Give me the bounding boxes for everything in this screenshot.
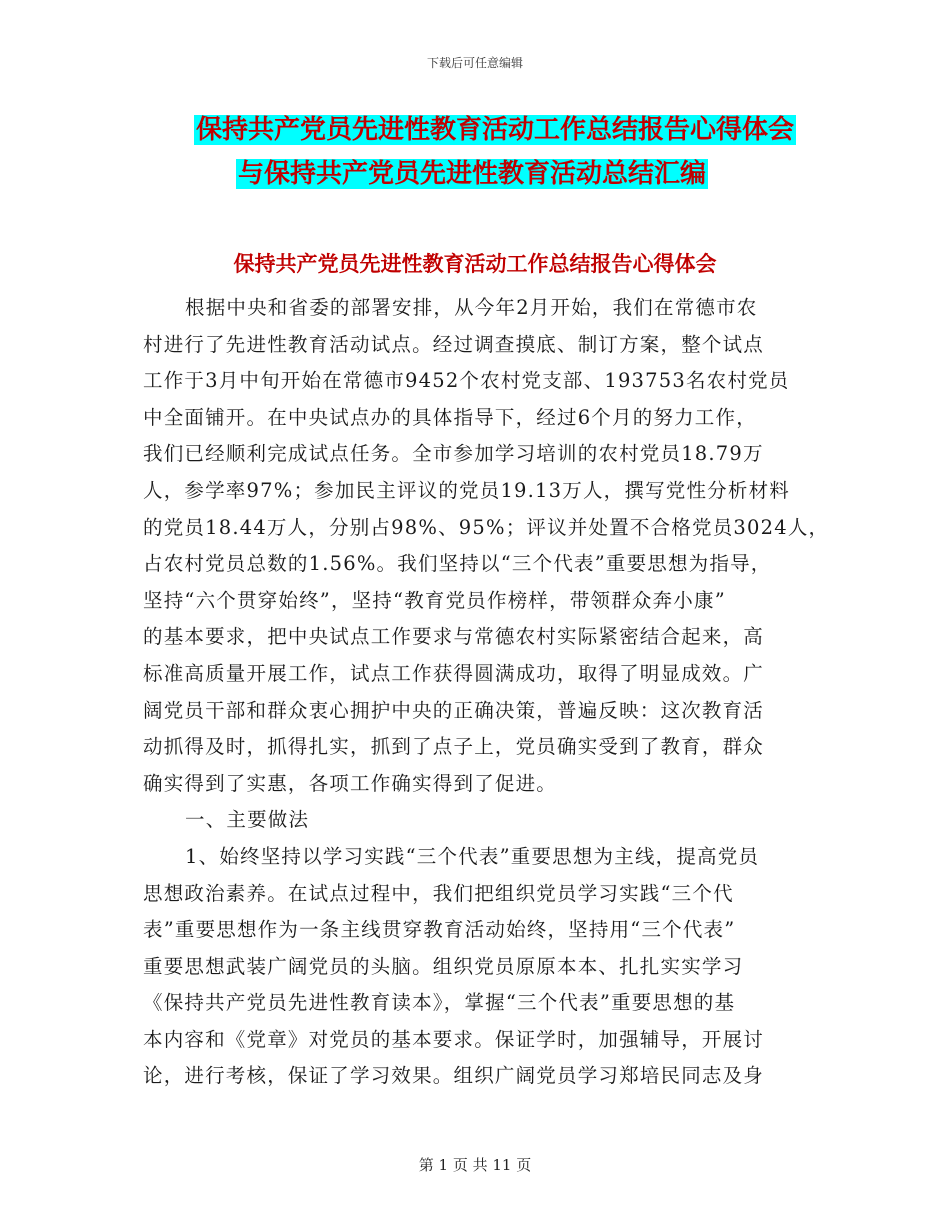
paragraph-line: 我们已经顺利完成试点任务。全市参加学习培训的农村党员18.79万 — [143, 442, 764, 466]
document-title-line-1 — [194, 112, 796, 148]
section-heading: 一、主要做法 — [185, 808, 310, 832]
header-note: 下载后可任意编辑 — [426, 56, 523, 70]
section-title: 保持共产党员先进性教育活动工作总结报告心得体会 — [233, 251, 717, 276]
title-highlight-2: 与保持共产党员先进性教育活动总结汇编 — [238, 159, 707, 189]
paragraph-line: 人，参学率97%；参加民主评议的党员19.13万人，撰写党性分析材料 — [143, 478, 790, 502]
paragraph-line: 工作于3月中旬开始在常德市9452个农村党支部、193753名农村党员 — [143, 369, 790, 393]
paragraph-line: 坚持“六个贯穿始终”，坚持“教育党员作榜样，带领群众奔小康” — [143, 588, 726, 612]
paragraph-line: 论，进行考核，保证了学习效果。组织广阔党员学习郑培民同志及身 — [143, 1064, 765, 1088]
paragraph-line: 本内容和《党章》对党员的基本要求。保证学时，加强辅导，开展讨 — [143, 1027, 765, 1051]
paragraph-line: 思想政治素养。在试点过程中，我们把组织党员学习实践“三个代 — [143, 881, 734, 905]
paragraph-line: 占农村党员总数的1.56%。我们坚持以“三个代表”重要思想为指导， — [143, 552, 772, 576]
document-title-line-2 — [236, 156, 708, 192]
page-footer: 第 1 页 共 11 页 — [418, 1156, 532, 1174]
title-highlight-1: 保持共产党员先进性教育活动工作总结报告心得体会 — [196, 115, 795, 145]
paragraph-line: 村进行了先进性教育活动试点。经过调查摸底、制订方案，整个试点 — [143, 332, 765, 356]
paragraph-line: 根据中央和省委的部署安排，从今年2月开始，我们在常德市农 — [185, 296, 758, 319]
paragraph-line: 阔党员干部和群众衷心拥护中央的正确决策，普遍反映：这次教育活 — [143, 698, 765, 722]
paragraph-line: 表”重要思想作为一条主线贯穿教育活动始终，坚持用“三个代表” — [143, 918, 736, 942]
paragraph-line: 重要思想武装广阔党员的头脑。组织党员原原本本、扎扎实实学习 — [143, 954, 744, 978]
paragraph-line: 确实得到了实惠，各项工作确实得到了促进。 — [143, 771, 558, 795]
paragraph-line: 的基本要求，把中央试点工作要求与常德农村实际紧密结合起来，高 — [143, 625, 765, 649]
paragraph-line: 1、始终坚持以学习实践“三个代表”重要思想为主线，提高党员 — [185, 844, 760, 868]
paragraph-line: 《保持共产党员先进性教育读本》，掌握“三个代表”重要思想的基 — [143, 991, 736, 1015]
paragraph-line: 中全面铺开。在中央试点办的具体指导下，经过6个月的努力工作， — [143, 405, 757, 429]
paragraph-line: 的党员18.44万人，分别占98%、95%；评议并处置不合格党员3024人， — [143, 515, 830, 539]
paragraph-line: 动抓得及时，抓得扎实，抓到了点子上，党员确实受到了教育，群众 — [143, 735, 765, 759]
paragraph-line: 标准高质量开展工作，试点工作获得圆满成功，取得了明显成效。广 — [143, 661, 765, 685]
body-text — [143, 290, 833, 1095]
